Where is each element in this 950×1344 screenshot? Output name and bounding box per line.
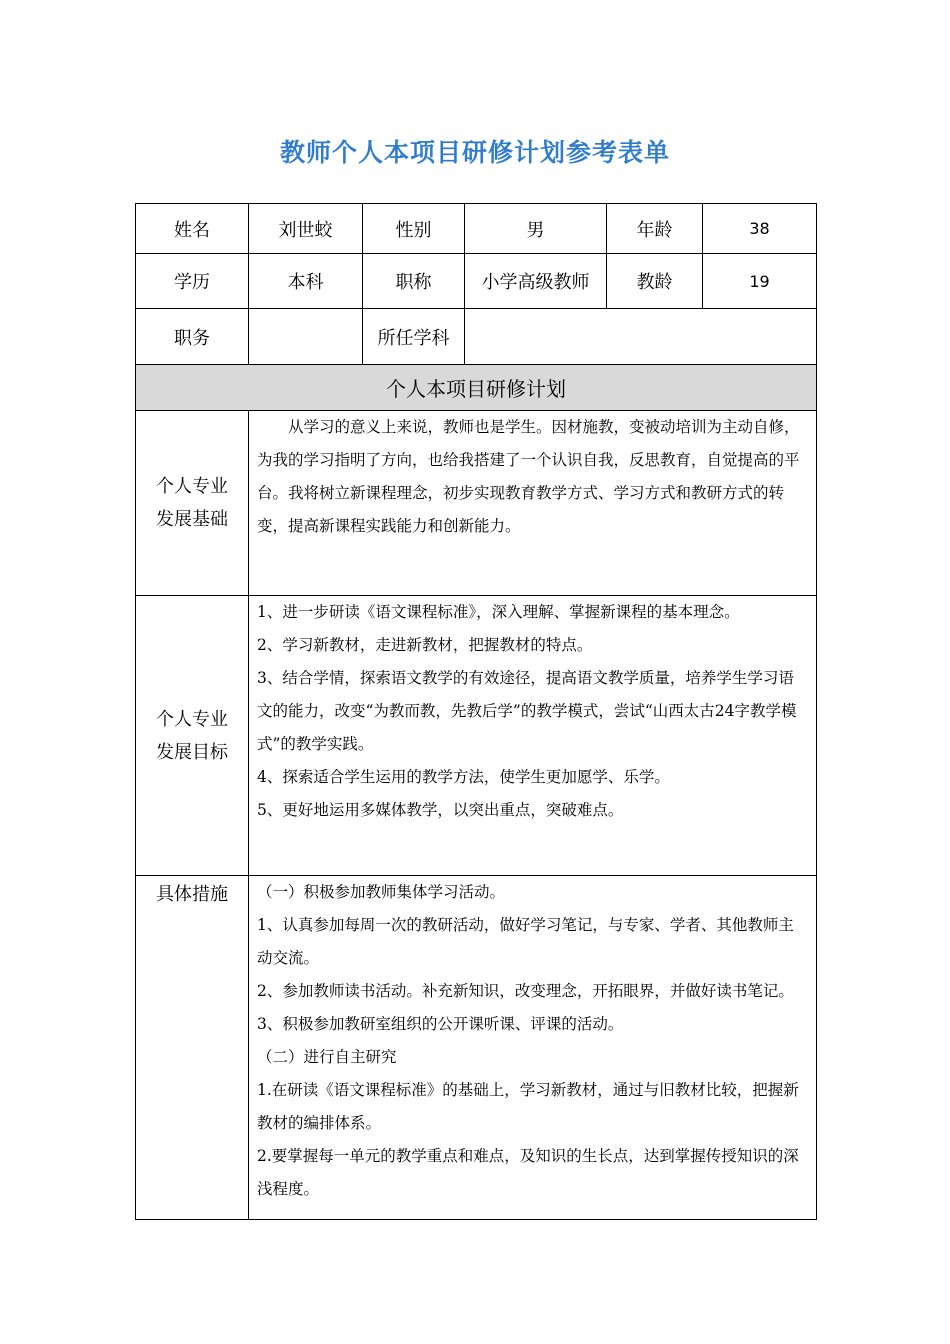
measures-content — [249, 876, 817, 1220]
subject-value — [465, 309, 817, 365]
position-value — [249, 309, 363, 365]
measure-item: 2、参加教师读书活动。补充新知识，改变理念，开拓眼界，并做好读书笔记。 — [257, 982, 794, 1000]
info-row-3 — [136, 309, 817, 365]
plan-form-table — [135, 203, 817, 1220]
foundation-label-line2: 发展基础 — [156, 509, 228, 530]
foundation-content — [249, 411, 817, 596]
foundation-text: 从学习的意义上来说，教师也是学生。因材施教，变被动培训为主动自修，为我的学习指明了方向，也给我搭建了一个认识自我，反思教育，自觉提高的平台。我将树立新课程理念，初步实现教育教学方式、学习方式和教研方式的转变，提高新课程实践能力和创新能力。 — [257, 418, 800, 535]
foundation-row — [136, 411, 817, 596]
gender-label: 性别 — [363, 204, 465, 254]
goals-label-line1: 个人专业 — [156, 708, 228, 730]
gender-value: 男 — [465, 204, 607, 254]
goal-item: 2、学习新教材，走进新教材，把握教材的特点。 — [257, 636, 593, 654]
measure-item: 2.要掌握每一单元的教学重点和难点，及知识的生长点，达到掌握传授知识的深浅程度。 — [257, 1147, 799, 1198]
age-value: 38 — [703, 204, 817, 254]
goals-label — [136, 596, 249, 876]
goal-item: 3、结合学情，探索语文教学的有效途径，提高语文教学质量，培养学生学习语文的能力，改变“为教而教，先教后学”的教学模式，尝试“山西太古24字教学模式”的教学实践。 — [257, 669, 797, 753]
measures-label: 具体措施 — [136, 876, 249, 1220]
age-label: 年龄 — [607, 204, 703, 254]
info-row-2 — [136, 254, 817, 309]
teaching-years-value: 19 — [703, 254, 817, 309]
page-title: 教师个人本项目研修计划参考表单 — [279, 138, 670, 167]
measure-item: 3、积极参加教研室组织的公开课听课、评课的活动。 — [257, 1015, 624, 1033]
measure-item: （一）积极参加教师集体学习活动。 — [257, 883, 506, 901]
goal-item: 5、更好地运用多媒体教学，以突出重点，突破难点。 — [257, 801, 624, 819]
goals-label-line2: 发展目标 — [156, 741, 228, 763]
foundation-label-line1: 个人专业 — [156, 476, 228, 497]
measures-row — [136, 876, 817, 1220]
goals-content — [249, 596, 817, 876]
rank-value: 小学高级教师 — [465, 254, 607, 309]
section-title: 个人本项目研修计划 — [136, 365, 817, 411]
rank-label: 职称 — [363, 254, 465, 309]
education-value: 本科 — [249, 254, 363, 309]
name-label: 姓名 — [136, 204, 249, 254]
info-row-1 — [136, 204, 817, 254]
position-label: 职务 — [136, 309, 249, 365]
goal-item: 1、进一步研读《语文课程标准》，深入理解、掌握新课程的基本理念。 — [257, 603, 740, 621]
measure-item: 1.在研读《语文课程标准》的基础上，学习新教材，通过与旧教材比较，把握新教材的编排体系。 — [257, 1081, 799, 1132]
measure-item: （二）进行自主研究 — [257, 1048, 397, 1066]
education-label: 学历 — [136, 254, 249, 309]
goal-item: 4、探索适合学生运用的教学方法，使学生更加愿学、乐学。 — [257, 768, 670, 786]
teaching-years-label: 教龄 — [607, 254, 703, 309]
goals-row — [136, 596, 817, 876]
section-header-row — [136, 365, 817, 411]
name-value: 刘世蛟 — [249, 204, 363, 254]
measure-item: 1、认真参加每周一次的教研活动，做好学习笔记，与专家、学者、其他教师主动交流。 — [257, 916, 794, 967]
foundation-label — [136, 411, 249, 596]
subject-label: 所任学科 — [363, 309, 465, 365]
